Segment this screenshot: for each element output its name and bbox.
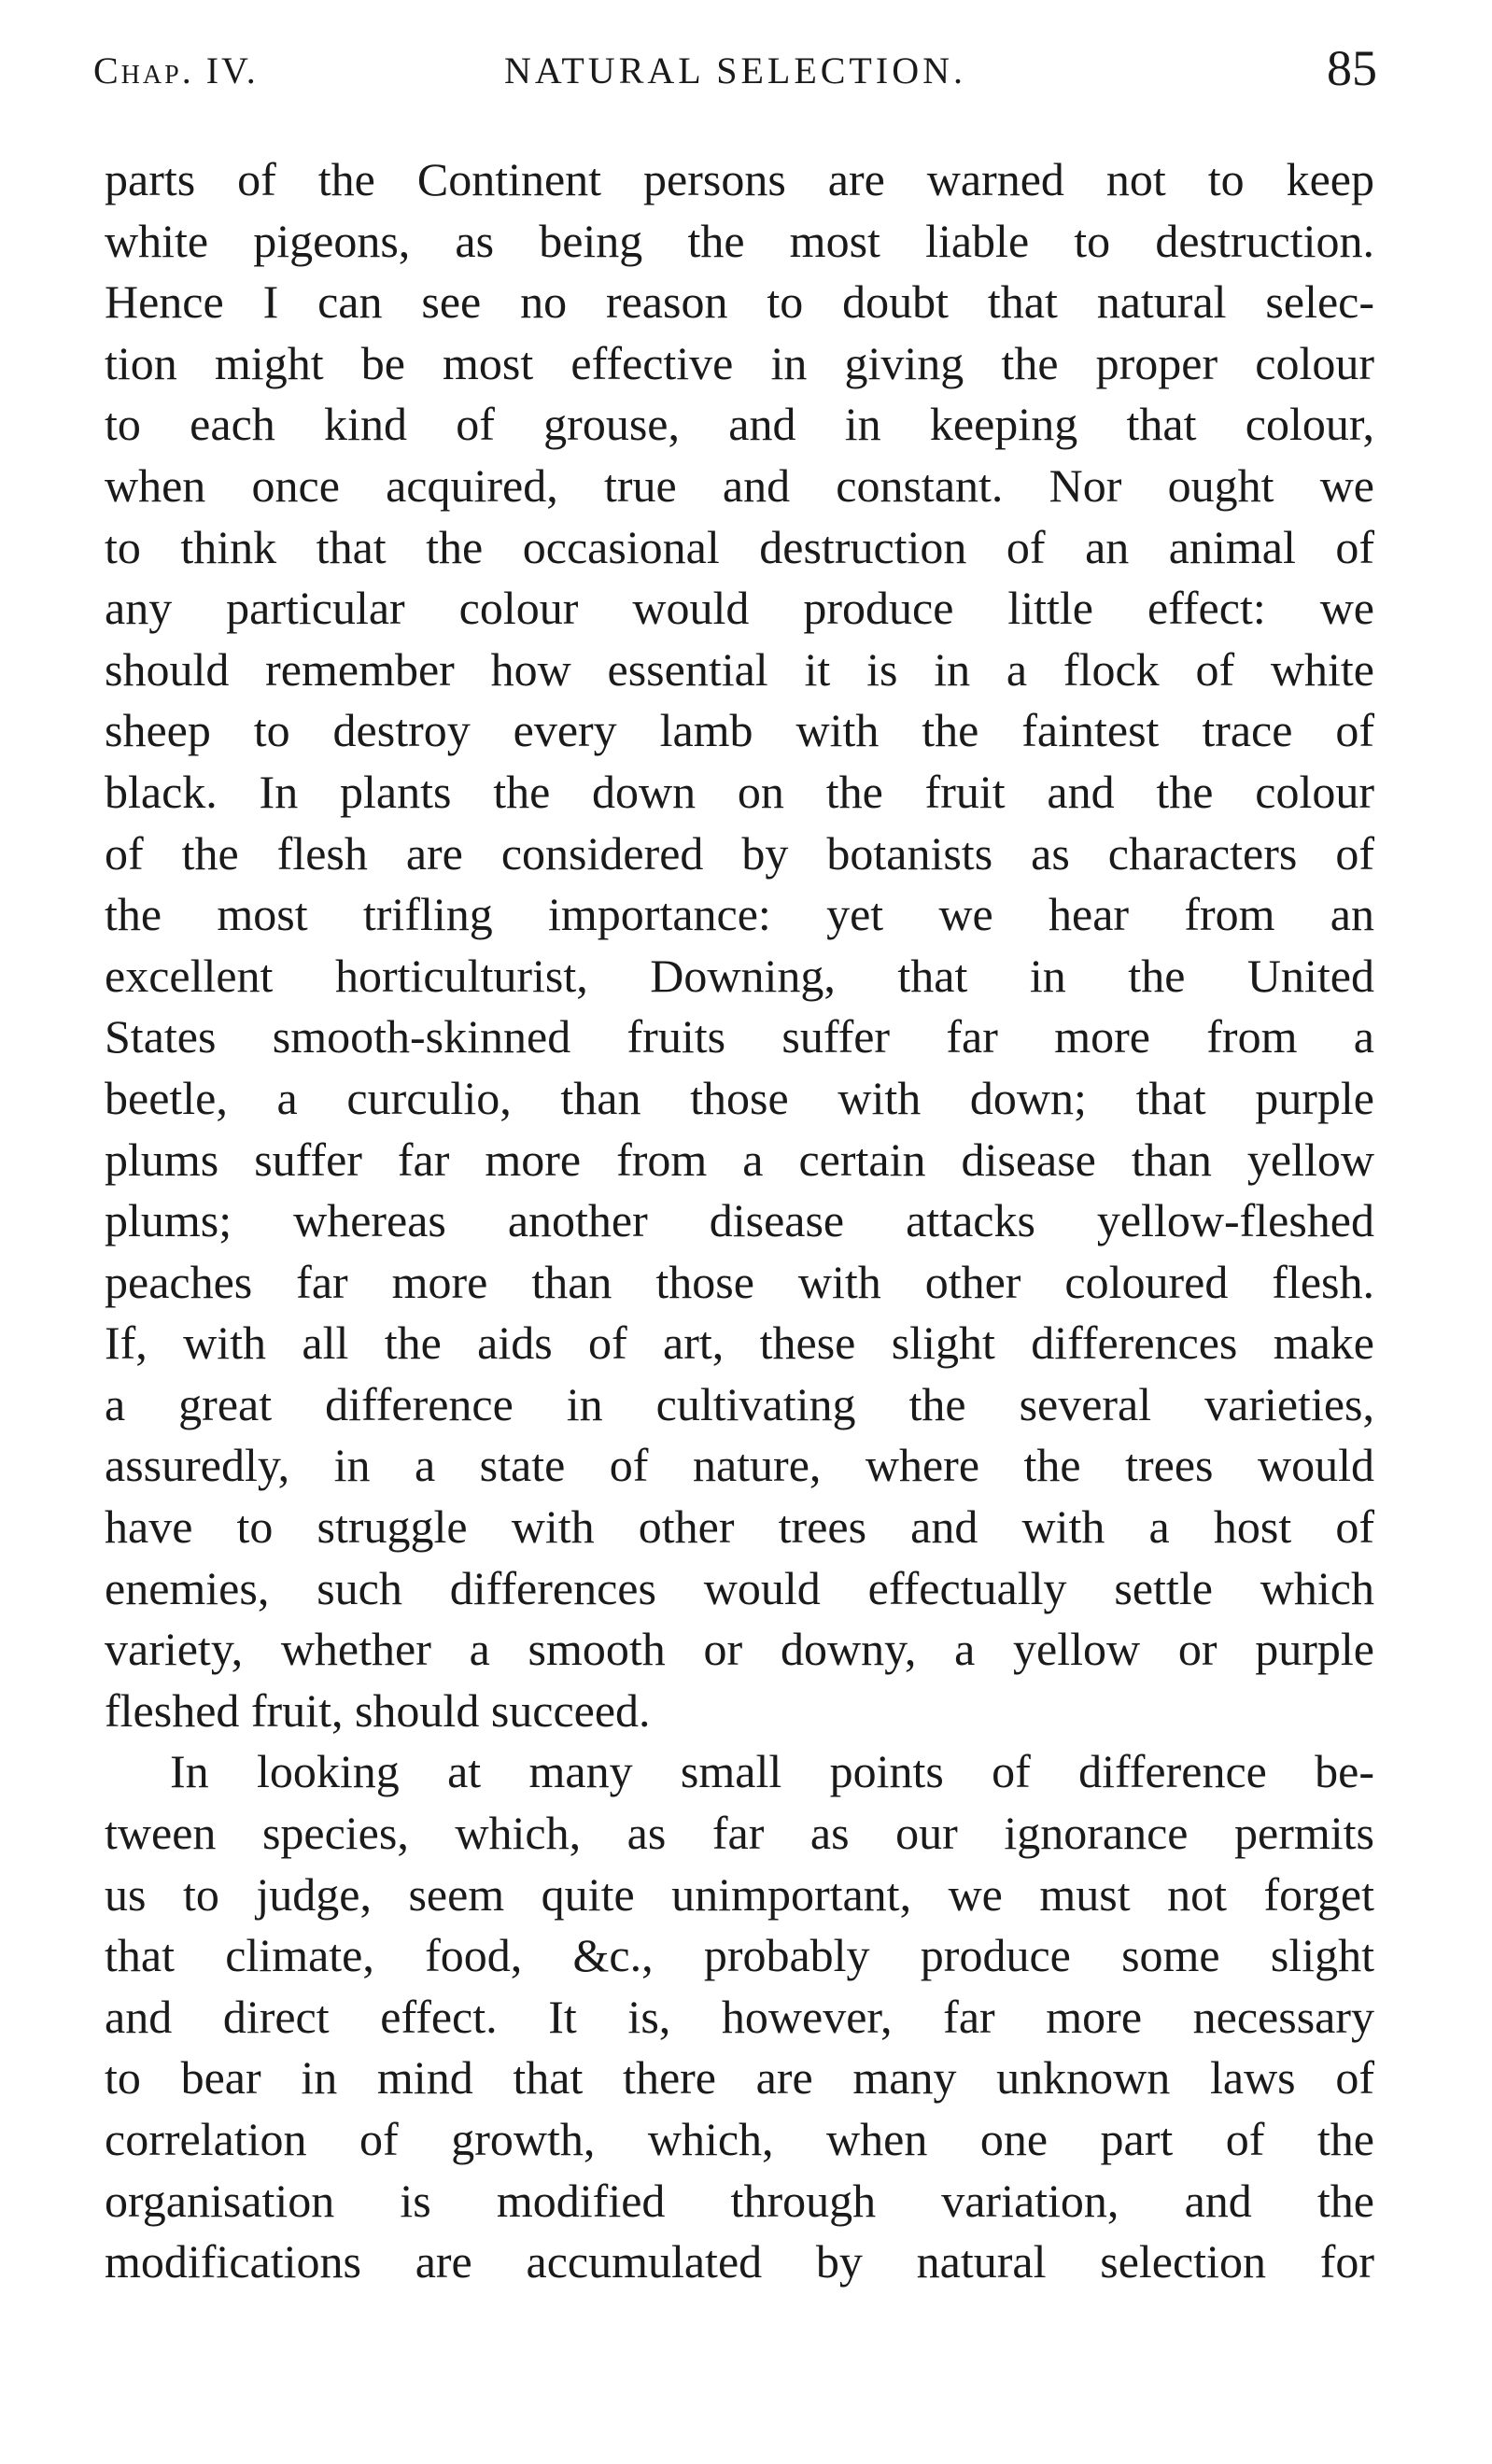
text-line: plums suffer far more from a certain disease than yellow bbox=[105, 1133, 1374, 1186]
text-line: tween species, which, as far as our ignorance permits bbox=[105, 1807, 1374, 1860]
text-line: tion might be most effective in giving the proper colour bbox=[105, 336, 1374, 389]
text-line: peaches far more than those with other coloured flesh. bbox=[105, 1255, 1374, 1308]
text-line: modifications are accumulated by natural selection for bbox=[105, 2235, 1374, 2288]
text-line: black. In plants the down on the fruit and the colour bbox=[105, 765, 1374, 818]
chapter-label: Chap. IV. bbox=[93, 49, 259, 92]
text-line: In looking at many small points of difference be- bbox=[170, 1745, 1374, 1798]
text-line: the most trifling importance: yet we hear from an bbox=[105, 888, 1374, 941]
text-line: organisation is modified through variation, and the bbox=[105, 2174, 1374, 2227]
text-line: to think that the occasional destruction of an animal of bbox=[105, 520, 1374, 573]
text-line: of the flesh are considered by botanists as characters of bbox=[105, 826, 1374, 880]
text-line: any particular colour would produce little effect: we bbox=[105, 582, 1374, 635]
text-line: parts of the Continent persons are warned not to keep bbox=[105, 153, 1374, 205]
running-head bbox=[93, 40, 1377, 101]
text-line: variety, whether a smooth or downy, a yellow or purple bbox=[105, 1623, 1374, 1676]
text-line: plums; whereas another disease attacks yellow-fleshed bbox=[105, 1194, 1374, 1247]
text-line: Hence I can see no reason to doubt that natural selec- bbox=[105, 275, 1374, 329]
text-line: States smooth-skinned fruits suffer far more from a bbox=[105, 1010, 1374, 1063]
text-line: beetle, a curculio, than those with down; that purple bbox=[105, 1071, 1374, 1124]
text-line: fleshed fruit, should succeed. bbox=[105, 1683, 651, 1737]
chapter-title: NATURAL SELECTION. bbox=[504, 49, 966, 92]
page-number: 85 bbox=[1327, 40, 1377, 96]
text-line: sheep to destroy every lamb with the faintest trace of bbox=[105, 704, 1374, 757]
text-line: to bear in mind that there are many unknown laws of bbox=[105, 2051, 1374, 2105]
text-line: correlation of growth, which, when one part of the bbox=[105, 2113, 1374, 2165]
body-text bbox=[105, 149, 1374, 2293]
text-line: that climate, food, &c., probably produce some slight bbox=[105, 1929, 1374, 1982]
text-line: excellent horticulturist, Downing, that in the United bbox=[105, 949, 1374, 1002]
text-line: If, with all the aids of art, these slight differences make bbox=[105, 1316, 1374, 1370]
text-line: us to judge, seem quite unimportant, we must not forget bbox=[105, 1867, 1374, 1921]
text-line: have to struggle with other trees and with a host of bbox=[105, 1500, 1374, 1554]
text-line: and direct effect. It is, however, far more necessary bbox=[105, 1990, 1374, 2043]
text-line: to each kind of grouse, and in keeping that colour, bbox=[105, 398, 1374, 451]
text-line: a great difference in cultivating the several varieties, bbox=[105, 1377, 1374, 1430]
text-line: enemies, such differences would effectually settle which bbox=[105, 1561, 1374, 1614]
text-line: white pigeons, as being the most liable to destruction. bbox=[105, 214, 1374, 267]
text-line: assuredly, in a state of nature, where the trees would bbox=[105, 1439, 1374, 1492]
text-line: should remember how essential it is in a flock of white bbox=[105, 642, 1374, 696]
text-line: when once acquired, true and constant. Nor ought we bbox=[105, 458, 1374, 512]
